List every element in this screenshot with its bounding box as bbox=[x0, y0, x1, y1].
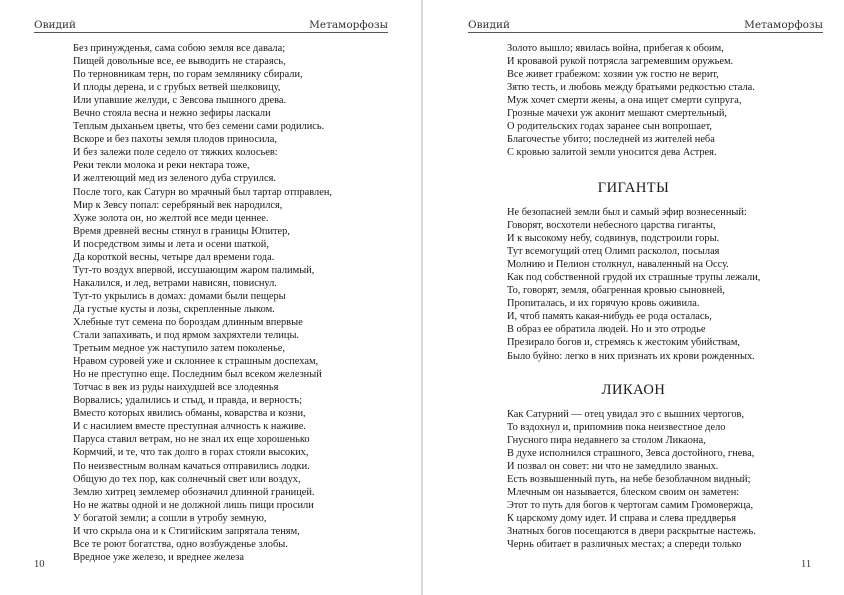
header-rule bbox=[468, 32, 823, 33]
verse-line: То, говорят, земля, обагренная кровью сыновней, bbox=[507, 285, 725, 297]
verse-line: Вредное уже железо, и вреднее железа bbox=[73, 551, 244, 563]
verse-line: Да короткой весны, четыре дал времени года. bbox=[73, 251, 275, 263]
verse-line: Третьим медное уж наступило затем поколенье, bbox=[73, 343, 285, 355]
verse-line: Нравом суровей уже и склоннее к страшным доспехам, bbox=[73, 356, 319, 368]
verse-line: Ворвались; удалились и стыд, и правда, и верность; bbox=[73, 395, 302, 407]
verse-line: Муж хочет смерти жены, а она ищет смерти супруга, bbox=[507, 95, 742, 107]
left-page bbox=[0, 0, 421, 595]
verse-line: Было буйно: легко в них признать их крови рожденных. bbox=[507, 350, 755, 362]
verse-line: И что скрыла она и к Стигийским запрятала теням, bbox=[73, 525, 300, 537]
verse-line: Не безопасней земли был и самый эфир вознесенный: bbox=[507, 207, 747, 218]
verse-line: Все те роют богатства, одно возбужденье злобы. bbox=[73, 538, 288, 550]
verse-line: Землю хитрец землемер обозначил длинной границей. bbox=[73, 486, 315, 498]
verse-line: Да густые кусты и лозы, скрепленные лыком. bbox=[73, 303, 275, 315]
verse-line: Паруса ставил ветрам, но не знал их еще хорошенько bbox=[73, 434, 310, 446]
verse-line: И позвал он совет: ни что не замедлило званых. bbox=[507, 461, 719, 473]
verse-line: И к высокому небу, содвинув, подстроили горы. bbox=[507, 233, 720, 245]
verse-line: И посредством зимы и лета и осени шаткой, bbox=[73, 238, 269, 250]
poem-text bbox=[507, 206, 760, 363]
section-title: ГИГАНТЫ bbox=[597, 180, 670, 196]
verse-line: Благочестье убито; последней из жителей неба bbox=[507, 134, 715, 146]
poem-text bbox=[507, 42, 755, 159]
verse-line: Тут-то воздух впервой, иссушающим жаром палимый, bbox=[73, 264, 315, 276]
verse-line: Вечно стояла весна и нежно зефиры ласкали bbox=[73, 108, 271, 120]
verse-line: То вздохнул и, припомнив пока неизвестное дело bbox=[507, 422, 726, 434]
verse-line: Презирало богов и, стремясь к жестоким убийствам, bbox=[507, 337, 741, 349]
header-title: Метаморфозы bbox=[309, 19, 388, 31]
verse-line: С кровью залитой земли уносится дева Астрея. bbox=[507, 147, 717, 159]
verse-line: В духе исполнился страшного, Зевса достойного, гнева, bbox=[507, 448, 755, 460]
verse-line: Знатных богов посещаются в двери раскрытые настежь. bbox=[507, 526, 756, 538]
verse-line: Зятю тесть, и любовь между братьями редкостью стала. bbox=[507, 82, 755, 94]
verse-line: Как под собственной грудой их страшные трупы лежали, bbox=[507, 272, 761, 284]
verse-line: О родительских годах заранее сын вопрошает, bbox=[507, 121, 712, 133]
verse-line: Накалился, и лед, ветрами нависян, повиснул. bbox=[73, 277, 277, 289]
section-title: ЛИКАОН bbox=[601, 382, 666, 398]
running-header bbox=[34, 18, 388, 32]
verse-line: Стали запахивать, и под ярмом захряхтели телицы. bbox=[73, 330, 300, 342]
verse-line: Пищей довольные все, ее выводить не стараясь, bbox=[73, 56, 286, 68]
verse-line: Мир к Зевсу попал: серебряный век народился, bbox=[73, 199, 283, 211]
verse-line: И желтеющий мед из зеленого дуба струился. bbox=[73, 173, 276, 185]
verse-line: Молнию и Пелион столкнул, наваленный на Оссу. bbox=[507, 259, 729, 271]
verse-line: По неизвестным волнам качаться отправились лодки. bbox=[73, 460, 310, 472]
verse-line: Кормчий, и те, что так долго в горах стояли высоких, bbox=[73, 447, 309, 459]
verse-line: Пропиталась, и их горячую кровь оживила. bbox=[507, 298, 700, 310]
verse-line: Как Сатурний — отец увидал это с вышних чертогов, bbox=[507, 409, 745, 420]
page-number: 11 bbox=[801, 559, 812, 570]
verse-line: Вскоре и без пахоты земля плодов приносила, bbox=[73, 134, 277, 146]
verse-line: Хлебные тут семена по бороздам длинным впервые bbox=[73, 316, 303, 328]
verse-line: Млечным он называется, блеском своим он заметен: bbox=[507, 487, 740, 499]
verse-line: Тут всемогущий отец Олимп расколол, посылая bbox=[507, 246, 720, 258]
verse-line: В образ ее обратила людей. Но и это отродье bbox=[507, 324, 706, 336]
verse-line: И плоды дерена, и с грубых ветвей шелковицу, bbox=[73, 82, 281, 94]
verse-line: Чернь обитает в различных местах; а спереди только bbox=[507, 539, 742, 551]
verse-line: Говорят, восхотели небесного царства гиганты, bbox=[507, 220, 716, 232]
running-header bbox=[468, 18, 823, 32]
verse-line: Гнусного пира недавнего за столом Ликаона, bbox=[507, 435, 706, 447]
verse-line: Хуже золота он, но желтой все меди ценнее. bbox=[73, 212, 269, 224]
verse-line: Тут-то укрылись в домах: домами были пещеры bbox=[73, 290, 286, 302]
verse-line: Или упавшие желуди, с Зевсова пышного древа. bbox=[73, 95, 287, 107]
verse-line: Этот то путь для богов к чертогам самим Громовержца, bbox=[507, 500, 754, 512]
verse-line: Есть возвышенный путь, на небе безоблачном видный; bbox=[507, 474, 751, 486]
verse-line: По терновникам терн, по горам землянику сбирали, bbox=[73, 69, 303, 81]
header-title: Метаморфозы bbox=[744, 19, 823, 31]
verse-line: Грозные мачехи уж аконит мешают смертельный, bbox=[507, 108, 727, 120]
verse-line: И с насилием вместе преступная алчность к наживе. bbox=[73, 421, 306, 433]
poem-text bbox=[73, 42, 332, 564]
header-rule bbox=[34, 32, 388, 33]
verse-line: Но не жатвы одной и не должной лишь пищи просили bbox=[73, 499, 314, 511]
verse-line: Без принужденья, сама собою земля все давала; bbox=[73, 43, 286, 54]
verse-line: И без залежи поле седело от тяжких колосьев: bbox=[73, 147, 278, 159]
verse-line: Все живет грабежом: хозяин уж гостю не верит, bbox=[507, 69, 719, 81]
verse-line: Золото вышло; явилась война, прибегая к обоим, bbox=[507, 43, 724, 54]
verse-line: Общую до тех пор, как солнечный свет или воздух, bbox=[73, 473, 301, 485]
verse-line: Тотчас в век из руды наихудшей все злодеянья bbox=[73, 382, 279, 394]
verse-line: Теплым дыханьем цветы, что без семени сами родились. bbox=[73, 121, 325, 133]
verse-line: И, чтоб память какая-нибудь ее рода осталась, bbox=[507, 311, 712, 323]
right-page bbox=[423, 0, 844, 595]
poem-text bbox=[507, 408, 756, 552]
verse-line: Но не преступно еще. Последним был всеком железный bbox=[73, 369, 322, 381]
verse-line: Время древней весны стянул в границы Юпитер, bbox=[73, 225, 290, 237]
verse-line: Реки текли молока и реки нектара тоже, bbox=[73, 160, 250, 172]
verse-line: У богатой земли; а сошли в утробу земную, bbox=[73, 512, 267, 524]
verse-line: К царскому дому идет. И справа и слева преддверья bbox=[507, 513, 737, 525]
verse-line: И кровавой рукой потрясла загремевшим оружьем. bbox=[507, 56, 734, 68]
page-number: 10 bbox=[34, 559, 45, 570]
header-author: Овидий bbox=[34, 19, 76, 31]
header-author: Овидий bbox=[468, 19, 510, 31]
verse-line: После того, как Сатурн во мрачный был тартар отправлен, bbox=[73, 186, 333, 198]
verse-line: Вместо которых явились обманы, коварства и козни, bbox=[73, 408, 306, 420]
